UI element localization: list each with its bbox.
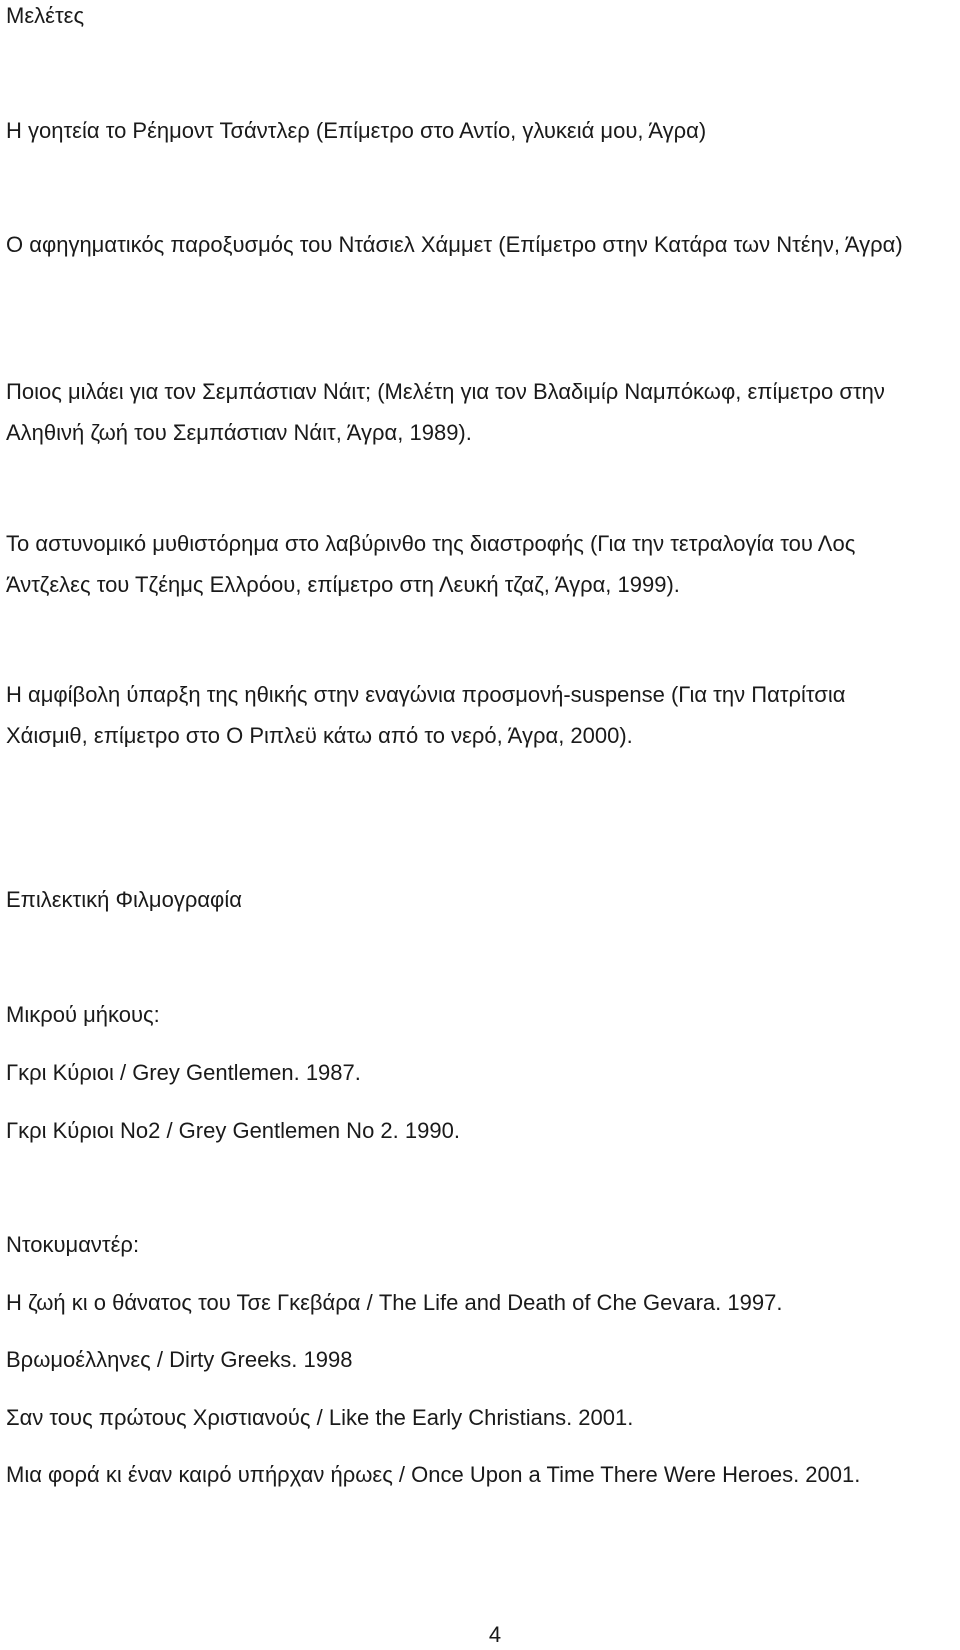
film-item: Γκρι Κύριοι Νο2 / Grey Gentlemen No 2. 1990. bbox=[6, 1118, 460, 1143]
film-item: Σαν τους πρώτους Χριστιανούς / Like the Early Christians. 2001. bbox=[6, 1405, 634, 1430]
filmography-heading: Επιλεκτική Φιλμογραφία bbox=[6, 887, 242, 912]
study-item: Η γοητεία το Ρέημοντ Τσάντλερ (Επίμετρο στο Αντίο, γλυκειά μου, Άγρα) bbox=[6, 118, 707, 143]
studies-heading: Μελέτες bbox=[6, 3, 85, 28]
film-item: Γκρι Κύριοι / Grey Gentlemen. 1987. bbox=[6, 1060, 361, 1085]
study-item: Η αμφίβολη ύπαρξη της ηθικής στην εναγώνια προσμονή-suspense (Για την Πατρίτσια Χάισμιθ, επίμετρο στο Ο Ριπλεϋ κάτω από το νερό, Άγρα, 2000). bbox=[6, 682, 846, 748]
study-item: Το αστυνομικό μυθιστόρημα στο λαβύρινθο της διαστροφής (Για την τετραλογία του Λος Άντζελες του Τζέημς Ελλρόου, επίμετρο στη Λευκή τζαζ, Άγρα, 1999). bbox=[6, 531, 856, 597]
film-item: Η ζωή κι ο θάνατος του Τσε Γκεβάρα / The Life and Death of Che Gevara. 1997. bbox=[6, 1290, 783, 1315]
study-item: Ο αφηγηματικός παροξυσμός του Ντάσιελ Χάμμετ (Επίμετρο στην Κατάρα των Ντέην, Άγρα) bbox=[6, 232, 903, 257]
film-item: Μια φορά κι έναν καιρό υπήρχαν ήρωες / Once Upon a Time There Were Heroes. 2001. bbox=[6, 1462, 861, 1487]
documentaries-label: Ντοκυμαντέρ: bbox=[6, 1232, 140, 1257]
study-item: Ποιος μιλάει για τον Σεμπάστιαν Νάιτ; (Μελέτη για τον Βλαδιμίρ Ναμπόκωφ, επίμετρο στην Αληθινή ζωή του Σεμπάστιαν Νάιτ, Άγρα, 1989). bbox=[6, 379, 885, 445]
film-item: Βρωμοέλληνες / Dirty Greeks. 1998 bbox=[6, 1347, 353, 1372]
page-number: 4 bbox=[488, 1622, 502, 1647]
short-films-label: Μικρού μήκους: bbox=[6, 1002, 160, 1027]
